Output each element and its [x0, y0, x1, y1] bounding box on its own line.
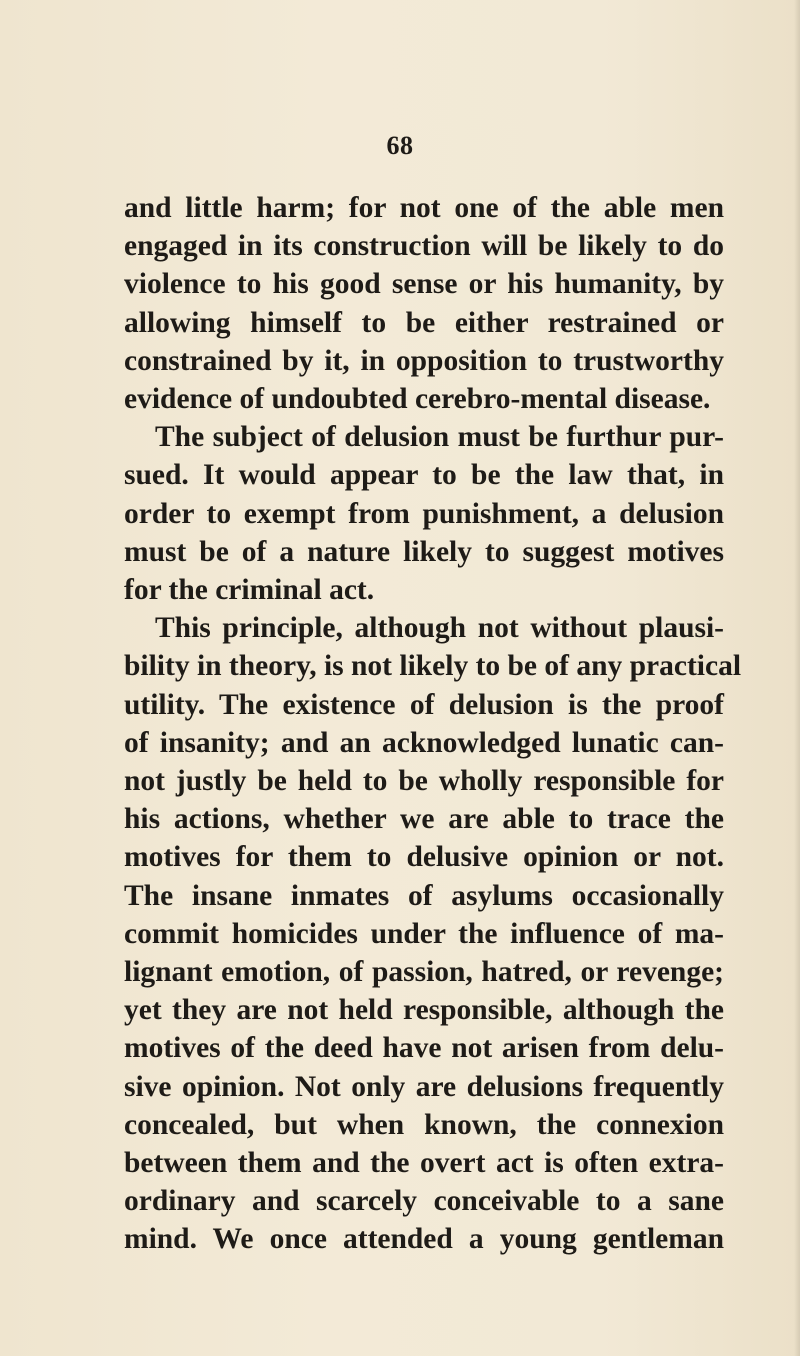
text-line: mind. We once attended a young gentleman	[124, 1223, 724, 1256]
text-line: The subject of delusion must be furthur pur-	[155, 421, 724, 454]
body-text	[124, 189, 742, 1259]
text-line: utility. The existence of delusion is the proof	[124, 688, 724, 721]
text-line: not justly be held to be wholly responsible for	[124, 765, 724, 798]
text-line: his actions, whether we are able to trace the	[124, 803, 724, 836]
text-line: sued. It would appear to be the law that, in	[124, 459, 724, 492]
text-line: motives of the deed have not arisen from delu-	[124, 1032, 724, 1065]
text-line: violence to his good sense or his humanity, by	[124, 268, 724, 301]
text-line: concealed, but when known, the connexion	[124, 1108, 724, 1141]
page-edge-shadow	[794, 0, 800, 1356]
text-line: and little harm; for not one of the able men	[124, 192, 724, 224]
text-line: yet they are not held responsible, although the	[124, 994, 724, 1027]
text-line: between them and the overt act is often extra-	[124, 1147, 724, 1180]
text-line: order to exempt from punishment, a delusion	[124, 497, 724, 530]
text-line: allowing himself to be either restrained or	[124, 306, 724, 339]
text-line: commit homicides under the influence of ma-	[124, 917, 724, 950]
text-line: bility in theory, is not likely to be of any practical	[124, 650, 742, 683]
text-line: for the criminal act.	[124, 574, 375, 607]
text-line: engaged in its construction will be likely to do	[124, 230, 724, 263]
text-line: lignant emotion, of passion, hatred, or revenge;	[124, 956, 724, 989]
page-number: 68	[386, 131, 414, 160]
text-line: of insanity; and an acknowledged lunatic can-	[124, 726, 724, 759]
text-line: constrained by it, in opposition to trustworthy	[124, 344, 724, 377]
text-line: sive opinion. Not only are delusions frequently	[124, 1070, 724, 1103]
text-line: This principle, although not without plausi-	[155, 612, 724, 645]
text-line: evidence of undoubted cerebro-mental disease.	[124, 383, 711, 416]
text-line: motives for them to delusive opinion or not.	[124, 841, 724, 874]
text-line: The insane inmates of asylums occasionally	[124, 879, 724, 912]
text-line: ordinary and scarcely conceivable to a sane	[124, 1185, 724, 1218]
text-line: must be of a nature likely to suggest motives	[124, 535, 724, 568]
